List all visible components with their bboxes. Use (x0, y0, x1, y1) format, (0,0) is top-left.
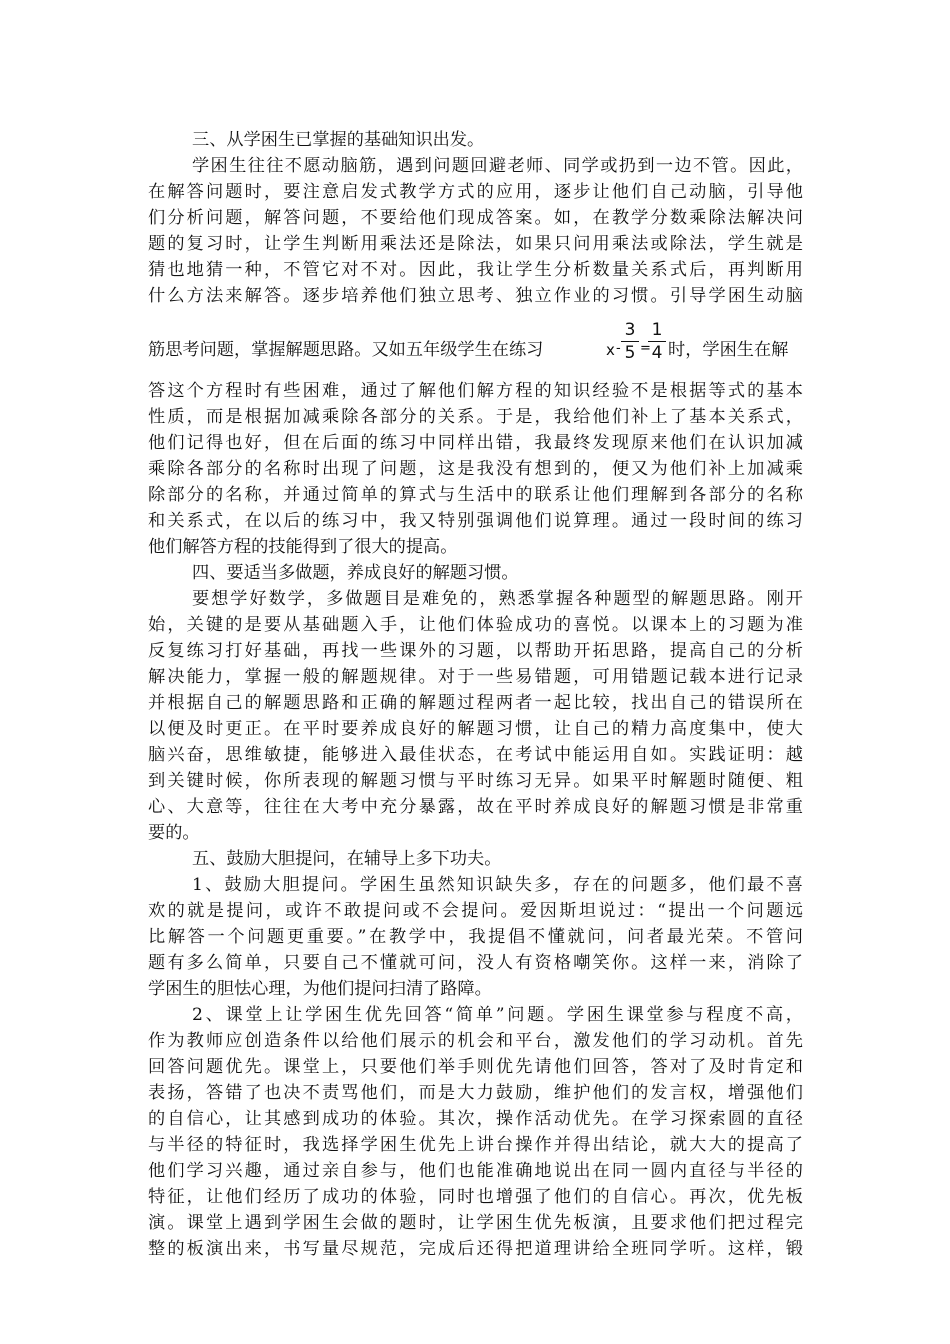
paragraph-line: 和关系式，在以后的练习中，我又特别强调他们说算理。通过一段时间的练习 (148, 511, 803, 531)
paragraph-line: 题有多么简单，只要自己不懂就可问，没人有资格嘲笑你。这样一来，消除了 (148, 953, 803, 973)
paragraph-line: 要的。 (148, 823, 200, 843)
paragraph-line: 性质，而是根据加减乘除各部分的关系。于是，我给他们补上了基本关系式， (148, 407, 803, 427)
equation-text-before: 筋思考问题，掌握解题思路。又如五年级学生在练习 (148, 340, 544, 360)
fraction-three-fifths (621, 320, 639, 364)
paragraph-line: 学困生的胆怯心理，为他们提问扫清了路障。 (148, 979, 492, 999)
paragraph-line: 作为教师应创造条件以给他们展示的机会和平台，激发他们的学习动机。首先 (148, 1031, 803, 1051)
paragraph-line: 猜也地猜一种，不管它对不对。因此，我让学生分析数量关系式后，再判断用 (148, 260, 803, 280)
paragraph-line: 们分析问题，解答问题，不要给他们现成答案。如，在教学分数乘除法解决问 (148, 208, 803, 228)
paragraph-line: 表扬，答错了也决不责骂他们，而是大力鼓励，维护他们的发言权，增强他们 (148, 1083, 803, 1103)
paragraph-line: 与半径的特征时，我选择学困生优先上讲台操作并得出结论，就大大的提高了 (148, 1135, 803, 1155)
equation-minus: - (616, 341, 621, 356)
paragraph-line: 要想学好数学，多做题目是难免的，熟悉掌握各种题型的解题思路。刚开 (192, 589, 803, 609)
paragraph-line: 的自信心，让其感到成功的体验。其次，操作活动优先。在学习探索圆的直径 (148, 1109, 803, 1129)
heading-section-5: 五、鼓励大胆提问，在辅导上多下功夫。 (192, 849, 502, 869)
fraction-numerator: 3 (621, 320, 639, 342)
paragraph-line: 他们记得也好，但在后面的练习中同样出错，我最终发现原来他们在认识加减 (148, 433, 803, 453)
fraction-denominator: 5 (624, 343, 636, 363)
paragraph-line: 学困生往往不愿动脑筋，遇到问题回避老师、同学或扔到一边不管。因此， (192, 156, 803, 176)
paragraph-line: 比解答一个问题更重要。”在教学中，我提倡不懂就问，问者最光荣。不管问 (148, 927, 803, 947)
fraction-one-quarter (648, 320, 666, 364)
paragraph-line: 2、课堂上让学困生优先回答“简单”问题。学困生课堂参与程度不高， (192, 1005, 803, 1025)
paragraph-line: 并根据自己的解题思路和正确的解题过程两者一起比较，找出自己的错误所在 (148, 693, 803, 713)
heading-section-3: 三、从学困生已掌握的基础知识出发。 (192, 130, 485, 150)
equation-equals: = (640, 341, 651, 356)
heading-section-4: 四、要适当多做题，养成良好的解题习惯。 (192, 563, 519, 583)
fraction-numerator: 1 (648, 320, 666, 342)
paragraph-line: 回答问题优先。课堂上，只要他们举手则优先请他们回答，答对了及时肯定和 (148, 1057, 803, 1077)
paragraph-line: 特征，让他们经历了成功的体验，同时也增强了他们的自信心。再次，优先板 (148, 1187, 803, 1207)
paragraph-line: 他们解答方程的技能得到了很大的提高。 (148, 537, 458, 557)
paragraph-line: 解决能力，掌握一般的解题规律。对于一些易错题，可用错题记载本进行记录 (148, 667, 803, 687)
paragraph-line: 演。课堂上遇到学困生会做的题时，让学困生优先板演，且要求他们把过程完 (148, 1213, 803, 1233)
paragraph-line: 什么方法来解答。逐步培养他们独立思考、独立作业的习惯。引导学困生动脑 (148, 286, 803, 306)
paragraph-line: 以便及时更正。在平时要养成良好的解题习惯，让自己的精力高度集中，使大 (148, 719, 803, 739)
equation-line (148, 320, 803, 364)
paragraph-line: 到关键时候，你所表现的解题习惯与平时练习无异。如果平时解题时随便、粗 (148, 771, 803, 791)
fraction-denominator: 4 (651, 343, 663, 363)
paragraph-line: 整的板演出来，书写量尽规范，完成后还得把道理讲给全班同学听。这样，锻 (148, 1239, 803, 1259)
paragraph-line: 乘除各部分的名称时出现了问题，这是我没有想到的，便又为他们补上加减乘 (148, 459, 803, 479)
equation-text-after: 时，学困生在解 (668, 340, 789, 360)
paragraph-line: 他们学习兴趣，通过亲自参与，他们也能准确地说出在同一圆内直径与半径的 (148, 1161, 803, 1181)
equation-variable: x (606, 341, 615, 359)
paragraph-line: 题的复习时，让学生判断用乘法还是除法，如果只问用乘法或除法，学生就是 (148, 234, 803, 254)
paragraph-line: 始，关键的是要从基础题入手，让他们体验成功的喜悦。以课本上的习题为准 (148, 615, 803, 635)
paragraph-line: 欢的就是提问，或许不敢提问或不会提问。爱因斯坦说过：“提出一个问题远 (148, 901, 803, 921)
paragraph-line: 除部分的名称，并通过简单的算式与生活中的联系让他们理解到各部分的名称 (148, 485, 803, 505)
paragraph-line: 1、鼓励大胆提问。学困生虽然知识缺失多，存在的问题多，他们最不喜 (192, 875, 803, 895)
paragraph-line: 脑兴奋，思维敏捷，能够进入最佳状态，在考试中能运用自如。实践证明：越 (148, 745, 803, 765)
paragraph-line: 心、大意等，往往在大考中充分暴露，故在平时养成良好的解题习惯是非常重 (148, 797, 803, 817)
paragraph-line: 反复练习打好基础，再找一些课外的习题，以帮助开拓思路，提高自己的分析 (148, 641, 803, 661)
paragraph-line: 答这个方程时有些困难，通过了解他们解方程的知识经验不是根据等式的基本 (148, 381, 803, 401)
paragraph-line: 在解答问题时，要注意启发式教学方式的应用，逐步让他们自己动脑，引导他 (148, 182, 803, 202)
